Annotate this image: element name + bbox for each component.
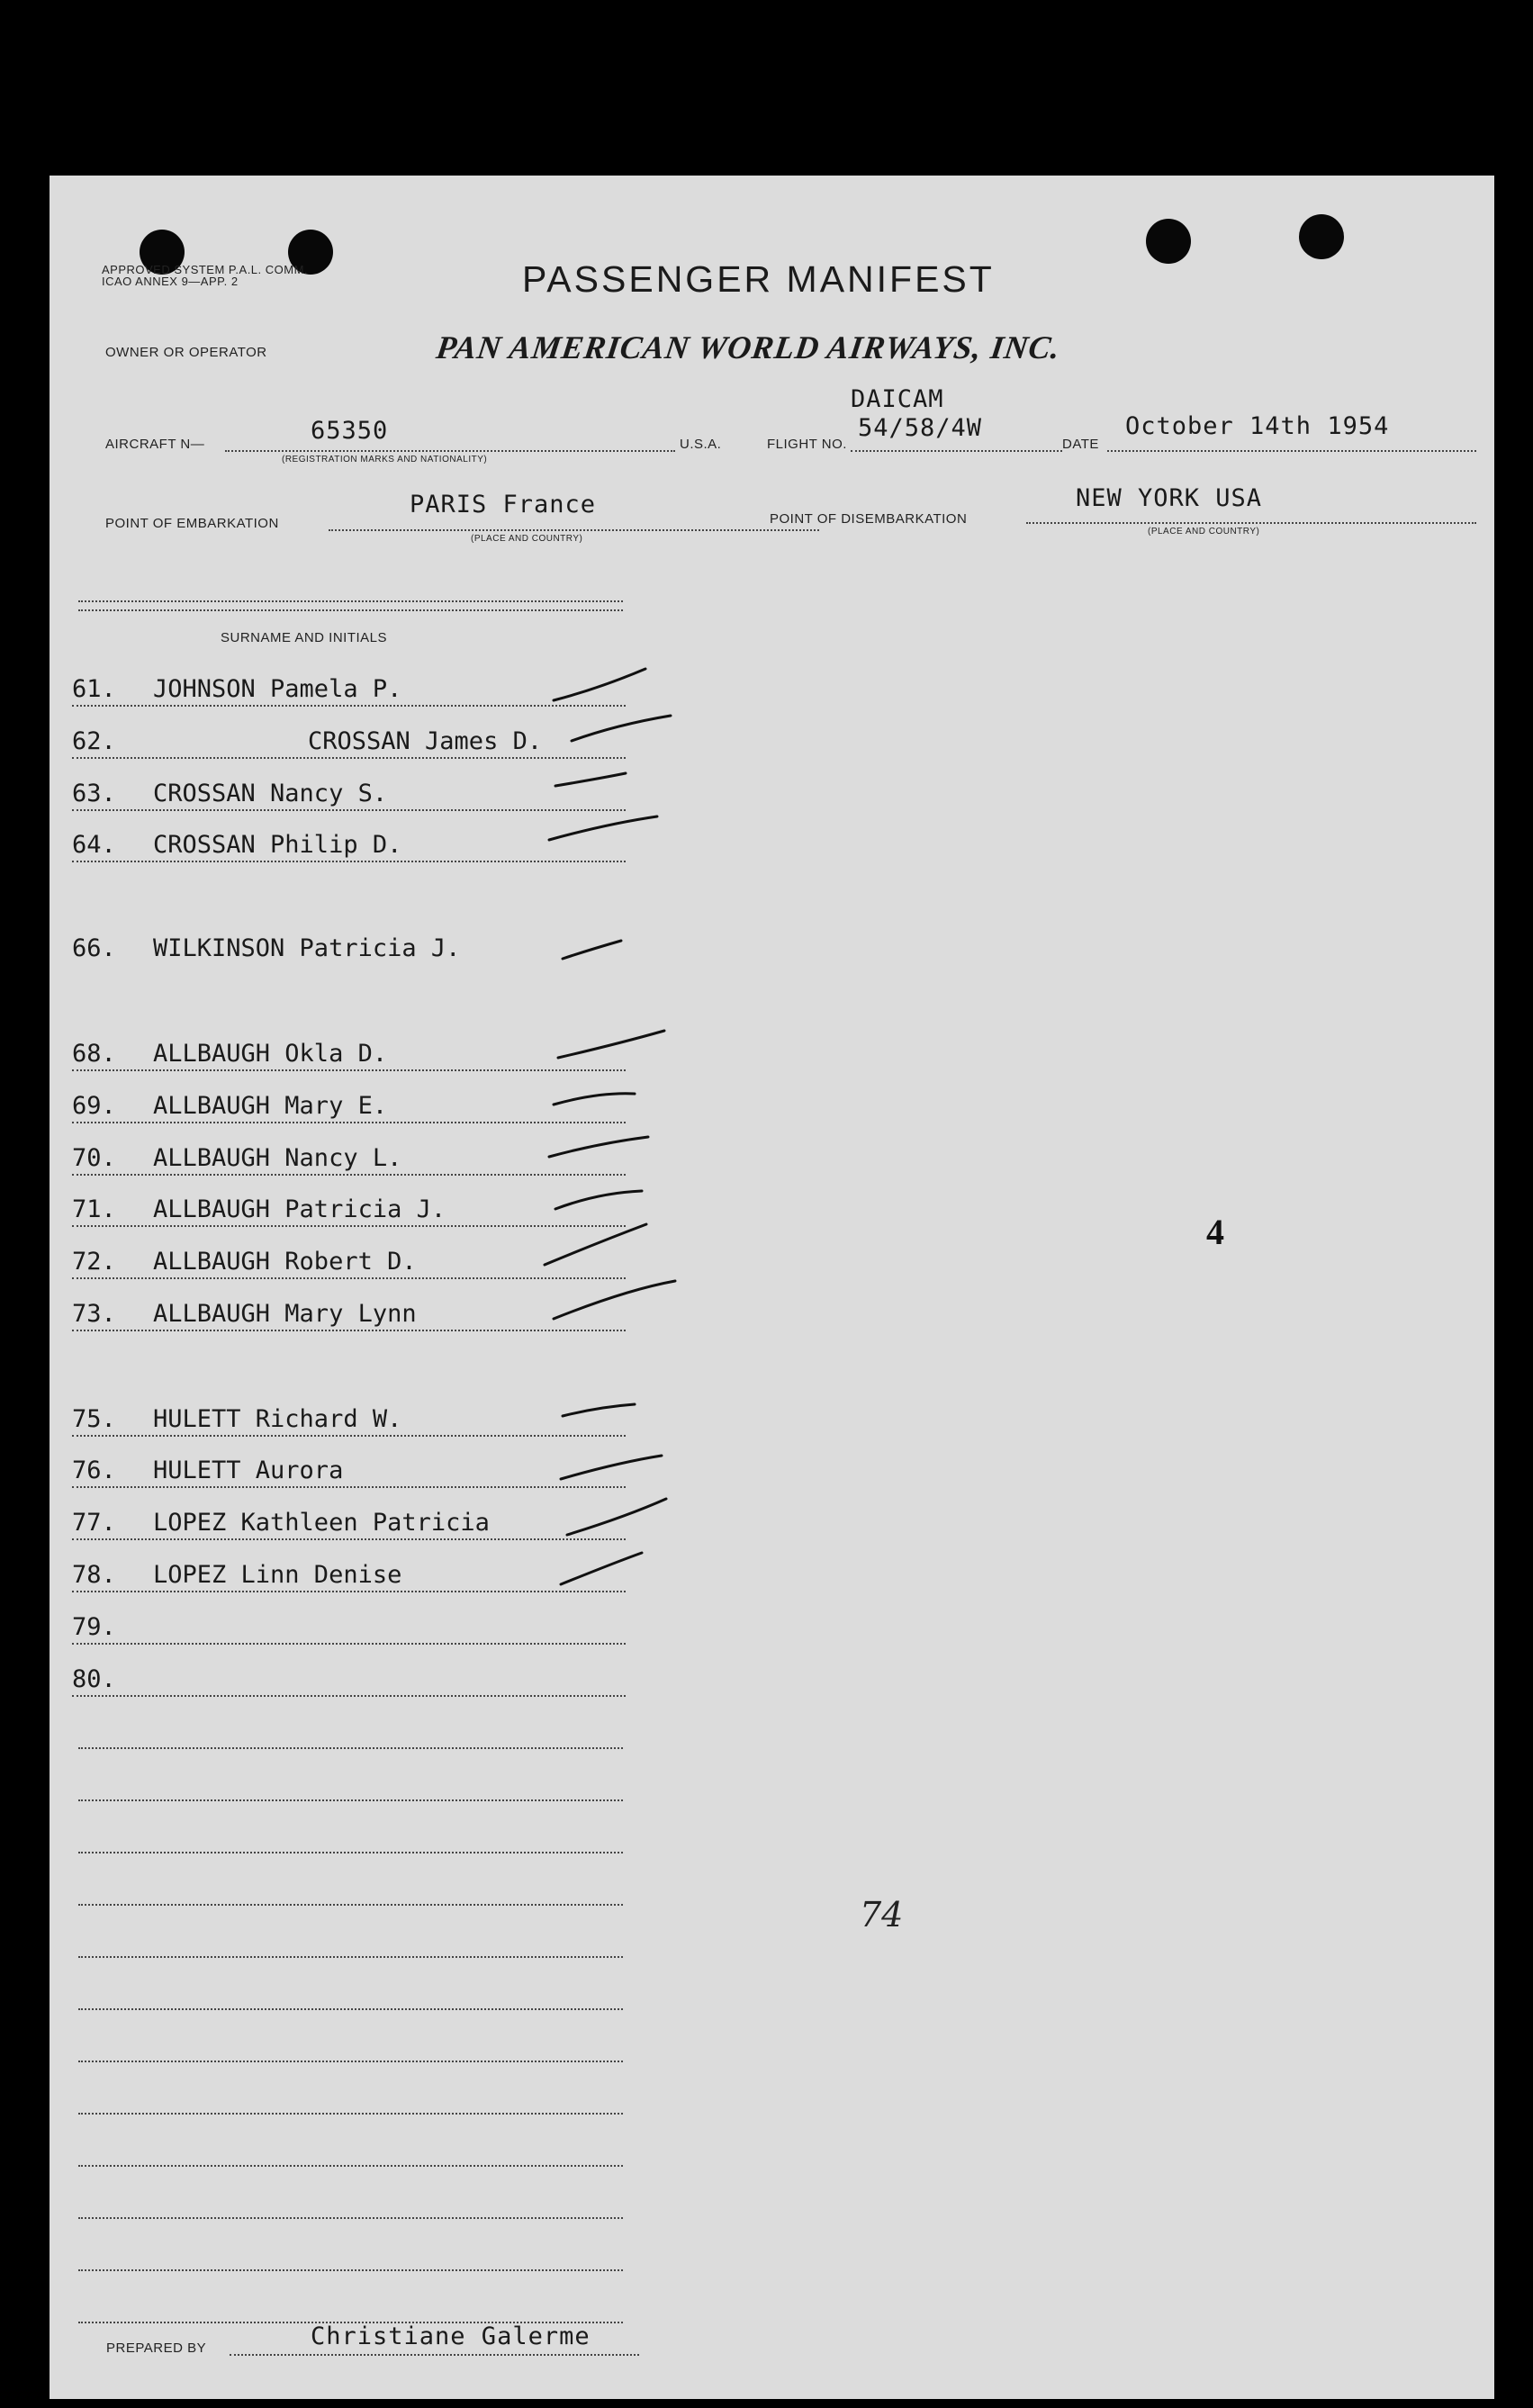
date-label: DATE <box>1062 437 1099 452</box>
embarkation-label: POINT OF EMBARKATION <box>105 516 279 531</box>
blank-row <box>78 2287 623 2323</box>
passenger-row <box>72 1504 626 1540</box>
flight-date: October 14th 1954 <box>1125 412 1390 440</box>
embarkation-sub-label: (PLACE AND COUNTRY) <box>471 534 583 544</box>
aircraft-sub-label: (REGISTRATION MARKS AND NATIONALITY) <box>282 455 488 464</box>
passenger-name: HULETT Aurora <box>153 1457 344 1484</box>
blank-row <box>78 1870 623 1906</box>
blank-row <box>78 2026 623 2062</box>
section-divider <box>78 600 623 602</box>
blank-row <box>78 1817 623 1853</box>
row-number: 61. <box>72 675 116 703</box>
page-number-stamp: 4 <box>1206 1212 1224 1252</box>
disembarkation-sub-label: (PLACE AND COUNTRY) <box>1148 527 1260 537</box>
airline-name: PAN AMERICAN WORLD AIRWAYS, INC. <box>434 329 1063 365</box>
row-line <box>72 809 626 811</box>
row-line <box>72 757 626 759</box>
embarkation-place: PARIS France <box>410 491 597 519</box>
date-field-line <box>1107 450 1476 452</box>
blank-row <box>78 1922 623 1958</box>
row-line <box>72 1174 626 1176</box>
passenger-name: JOHNSON Pamela P. <box>153 675 402 703</box>
row-line <box>78 2008 623 2010</box>
aircraft-registration: 65350 <box>311 417 389 445</box>
blank-row <box>78 2235 623 2271</box>
surname-column-label: SURNAME AND INITIALS <box>221 630 388 645</box>
passenger-row <box>72 1661 626 1697</box>
handwritten-note: 74 <box>860 1895 904 1935</box>
row-line <box>78 2061 623 2062</box>
passenger-row <box>72 1035 626 1071</box>
passenger-row <box>72 1609 626 1645</box>
blank-row <box>78 2131 623 2167</box>
row-line <box>72 1225 626 1227</box>
row-line <box>78 1956 623 1958</box>
disembarkation-place: NEW YORK USA <box>1076 484 1263 512</box>
manifest-page <box>50 176 1494 2399</box>
approval-note: APPROVED SYSTEM P.A.L. COMM. ICAO ANNEX 9—APP. 2 <box>102 263 309 288</box>
row-number: 76. <box>72 1457 116 1484</box>
passenger-name: LOPEZ Linn Denise <box>153 1561 402 1589</box>
page-title: PASSENGER MANIFEST <box>522 258 995 300</box>
section-divider <box>78 609 623 611</box>
row-number: 75. <box>72 1405 116 1433</box>
row-line <box>72 1591 626 1592</box>
owner-operator-label: OWNER OR OPERATOR <box>105 345 267 360</box>
row-line <box>72 1330 626 1331</box>
blank-row <box>78 1765 623 1801</box>
row-number: 62. <box>72 727 116 755</box>
blank-row <box>78 2079 623 2115</box>
row-line <box>78 2113 623 2115</box>
passenger-name: ALLBAUGH Robert D. <box>153 1248 417 1276</box>
row-line <box>72 1435 626 1437</box>
row-line <box>72 1069 626 1071</box>
passenger-row <box>72 826 626 862</box>
passenger-name: WILKINSON Patricia J. <box>153 934 461 962</box>
flight-label: FLIGHT NO. <box>767 437 847 452</box>
blank-row <box>78 1713 623 1749</box>
blank-row <box>78 1974 623 2010</box>
passenger-row <box>72 671 626 707</box>
row-line <box>78 2165 623 2167</box>
row-number: 79. <box>72 1613 116 1641</box>
passenger-name: ALLBAUGH Mary Lynn <box>153 1300 417 1328</box>
row-line <box>78 2269 623 2271</box>
disembarkation-field-line <box>1026 522 1476 524</box>
passenger-row <box>72 1556 626 1592</box>
row-number: 70. <box>72 1144 116 1172</box>
row-line <box>78 1747 623 1749</box>
passenger-name: LOPEZ Kathleen Patricia <box>153 1509 490 1537</box>
row-line <box>72 705 626 707</box>
row-line <box>78 2217 623 2219</box>
passenger-name: ALLBAUGH Nancy L. <box>153 1144 402 1172</box>
row-number: 69. <box>72 1092 116 1120</box>
passenger-row <box>72 1295 626 1331</box>
punch-hole <box>1146 219 1191 264</box>
prepared-by-label: PREPARED BY <box>106 2340 207 2356</box>
flight-field-line <box>851 450 1062 452</box>
row-line <box>72 1695 626 1697</box>
row-number: 66. <box>72 934 116 962</box>
passenger-row <box>72 1401 626 1437</box>
aircraft-field-line <box>225 450 675 452</box>
row-number: 73. <box>72 1300 116 1328</box>
country-label: U.S.A. <box>680 437 722 452</box>
embarkation-field-line <box>329 529 819 531</box>
passenger-name: CROSSAN James D. <box>308 727 543 755</box>
row-line <box>72 1538 626 1540</box>
check-marks <box>50 176 1494 2399</box>
row-line <box>78 1904 623 1906</box>
row-line <box>72 861 626 862</box>
row-line <box>72 1122 626 1123</box>
flight-number: 54/58/4W <box>858 414 983 442</box>
passenger-row <box>72 723 626 759</box>
row-line <box>78 1799 623 1801</box>
passenger-row <box>72 775 626 811</box>
passenger-row <box>72 930 626 966</box>
passenger-row <box>72 1087 626 1123</box>
row-number: 78. <box>72 1561 116 1589</box>
row-number: 68. <box>72 1040 116 1068</box>
row-line <box>72 1277 626 1279</box>
blank-row <box>78 2183 623 2219</box>
passenger-row <box>72 1140 626 1176</box>
row-line <box>72 1486 626 1488</box>
punch-hole <box>1299 214 1344 259</box>
passenger-name: CROSSAN Philip D. <box>153 831 402 859</box>
passenger-name: HULETT Richard W. <box>153 1405 402 1433</box>
row-line <box>72 1643 626 1645</box>
passenger-name: CROSSAN Nancy S. <box>153 780 388 807</box>
passenger-row <box>72 1243 626 1279</box>
passenger-name: ALLBAUGH Mary E. <box>153 1092 388 1120</box>
row-number: 80. <box>72 1665 116 1693</box>
row-number: 72. <box>72 1248 116 1276</box>
flight-code: DAICAM <box>851 385 944 413</box>
row-number: 77. <box>72 1509 116 1537</box>
passenger-row <box>72 1452 626 1488</box>
preparer-name: Christiane Galerme <box>311 2322 591 2350</box>
disembarkation-label: POINT OF DISEMBARKATION <box>770 511 968 527</box>
passenger-row <box>72 1191 626 1227</box>
row-number: 71. <box>72 1195 116 1223</box>
passenger-name: ALLBAUGH Patricia J. <box>153 1195 446 1223</box>
row-line <box>78 1852 623 1853</box>
row-number: 63. <box>72 780 116 807</box>
row-number: 64. <box>72 831 116 859</box>
passenger-name: ALLBAUGH Okla D. <box>153 1040 388 1068</box>
aircraft-label: AIRCRAFT N— <box>105 437 205 452</box>
prepared-by-line <box>230 2354 639 2356</box>
